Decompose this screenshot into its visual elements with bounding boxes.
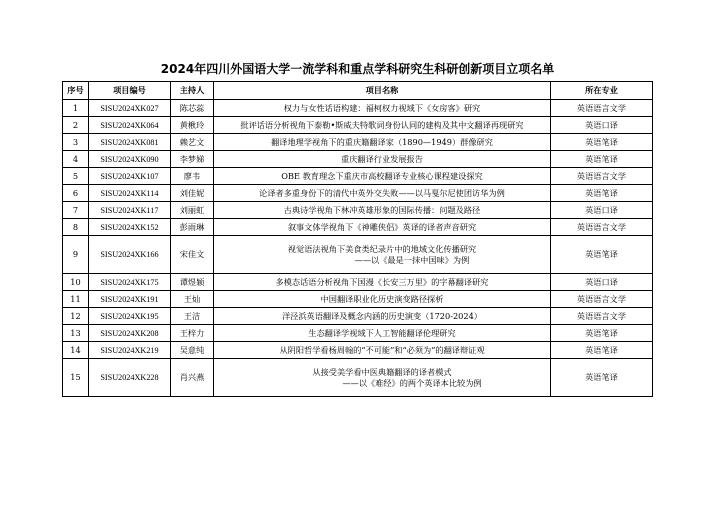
table-row <box>63 291 653 308</box>
name-cell: 从阴阳哲学看杨周翰的“不可能”和“必须为”的翻译辩证观 <box>214 342 551 359</box>
host-cell: 黄楸玲 <box>171 117 214 134</box>
name-cell: 权力与女性话语构建：福柯权力视域下《女房客》研究 <box>214 100 551 117</box>
name-cell: 生态翻译学视域下人工智能翻译伦理研究 <box>214 325 551 342</box>
code-cell: SISU2024XK090 <box>89 151 171 168</box>
table-row <box>63 100 653 117</box>
table-row <box>63 325 653 342</box>
seq-cell: 4 <box>63 151 89 168</box>
seq-cell: 9 <box>63 236 89 274</box>
header-major: 所在专业 <box>551 82 653 100</box>
seq-cell: 12 <box>63 308 89 325</box>
seq-cell: 8 <box>63 219 89 236</box>
name-line-1: 视觉语法视角下美食类纪录片中的地域文化传播研究 <box>287 243 477 254</box>
code-cell: SISU2024XK219 <box>89 342 171 359</box>
name-cell <box>214 359 551 397</box>
code-cell: SISU2024XK117 <box>89 202 171 219</box>
major-cell: 英语笔译 <box>551 151 653 168</box>
seq-cell: 13 <box>63 325 89 342</box>
header-code: 项目编号 <box>89 82 171 100</box>
host-cell: 赖艺文 <box>171 134 214 151</box>
table-row <box>63 308 653 325</box>
host-cell: 刘佳妮 <box>171 185 214 202</box>
seq-cell: 10 <box>63 274 89 291</box>
table-row <box>63 359 653 397</box>
host-cell: 王洁 <box>171 308 214 325</box>
major-cell: 英语语言文学 <box>551 308 653 325</box>
header-seq: 序号 <box>63 82 89 100</box>
code-cell: SISU2024XK228 <box>89 359 171 397</box>
name-cell: 重庆翻译行业发展报告 <box>214 151 551 168</box>
host-cell: 王灿 <box>171 291 214 308</box>
name-cell: 古典诗学视角下林冲英雄形象的国际传播：问题及路径 <box>214 202 551 219</box>
seq-cell: 6 <box>63 185 89 202</box>
page-title: 2024年四川外国语大学一流学科和重点学科研究生科研创新项目立项名单 <box>160 62 555 76</box>
major-cell: 英语口译 <box>551 202 653 219</box>
code-cell: SISU2024XK114 <box>89 185 171 202</box>
host-cell: 谭煜颖 <box>171 274 214 291</box>
name-cell: 多模态话语分析视角下国漫《长安三万里》的字幕翻译研究 <box>214 274 551 291</box>
table-row <box>63 151 653 168</box>
major-cell: 英语口译 <box>551 274 653 291</box>
seq-cell: 11 <box>63 291 89 308</box>
seq-cell: 2 <box>63 117 89 134</box>
host-cell: 陈芯蕊 <box>171 100 214 117</box>
seq-cell: 14 <box>63 342 89 359</box>
name-cell: 洋泾浜英语翻译及概念内涵的历史演变（1720-2024） <box>214 308 551 325</box>
major-cell: 英语笔译 <box>551 236 653 274</box>
host-cell: 肖兴燕 <box>171 359 214 397</box>
major-cell: 英语笔译 <box>551 325 653 342</box>
major-cell: 英语笔译 <box>551 185 653 202</box>
table-row <box>63 202 653 219</box>
host-cell: 吴意纯 <box>171 342 214 359</box>
seq-cell: 3 <box>63 134 89 151</box>
name-cell: 叙事文体学视角下《神雕侠侣》英译的译者声音研究 <box>214 219 551 236</box>
code-cell: SISU2024XK195 <box>89 308 171 325</box>
major-cell: 英语笔译 <box>551 359 653 397</box>
major-cell: 英语语言文学 <box>551 291 653 308</box>
name-line-1: 从接受美学看中医典籍翻译的译者模式 <box>312 366 452 377</box>
seq-cell: 15 <box>63 359 89 397</box>
host-cell: 宋佳文 <box>171 236 214 274</box>
seq-cell: 1 <box>63 100 89 117</box>
host-cell: 李梦娣 <box>171 151 214 168</box>
table-row <box>63 274 653 291</box>
project-list-table <box>62 81 653 397</box>
host-cell: 廖韦 <box>171 168 214 185</box>
host-cell: 刘丽虹 <box>171 202 214 219</box>
table-row <box>63 342 653 359</box>
major-cell: 英语笔译 <box>551 134 653 151</box>
major-cell: 英语语言文学 <box>551 168 653 185</box>
table-row <box>63 236 653 274</box>
code-cell: SISU2024XK152 <box>89 219 171 236</box>
header-name: 项目名称 <box>214 82 551 100</box>
seq-cell: 5 <box>63 168 89 185</box>
table-row <box>63 117 653 134</box>
code-cell: SISU2024XK107 <box>89 168 171 185</box>
code-cell: SISU2024XK027 <box>89 100 171 117</box>
table-header-row <box>63 82 653 100</box>
major-cell: 英语笔译 <box>551 342 653 359</box>
code-cell: SISU2024XK166 <box>89 236 171 274</box>
table-row <box>63 168 653 185</box>
code-cell: SISU2024XK064 <box>89 117 171 134</box>
header-host: 主持人 <box>171 82 214 100</box>
name-cell: 中国翻译职业化历史演变路径探析 <box>214 291 551 308</box>
host-cell: 彭雨琳 <box>171 219 214 236</box>
code-cell: SISU2024XK191 <box>89 291 171 308</box>
major-cell: 英语语言文学 <box>551 219 653 236</box>
name-cell: 批评话语分析视角下泰勒•斯威夫特歌词身份认同的建构及其中文翻译再现研究 <box>214 117 551 134</box>
major-cell: 英语口译 <box>551 117 653 134</box>
name-line-2: ——以《最是一抹中国味》为例 <box>354 254 470 265</box>
major-cell: 英语语言文学 <box>551 100 653 117</box>
name-cell <box>214 236 551 274</box>
host-cell: 王梓力 <box>171 325 214 342</box>
name-cell: OBE 教育理念下重庆市高校翻译专业核心课程建设探究 <box>214 168 551 185</box>
table-row <box>63 219 653 236</box>
code-cell: SISU2024XK208 <box>89 325 171 342</box>
name-line-2: ——以《难经》的两个英译本比较为例 <box>342 377 482 388</box>
name-cell: 翻译地理学视角下的重庆籍翻译家（1890—1949）群像研究 <box>214 134 551 151</box>
table-row <box>63 134 653 151</box>
table-row <box>63 185 653 202</box>
code-cell: SISU2024XK175 <box>89 274 171 291</box>
seq-cell: 7 <box>63 202 89 219</box>
code-cell: SISU2024XK081 <box>89 134 171 151</box>
name-cell: 论译者多重身份下的清代中英外交失败——以马戛尔尼使团访华为例 <box>214 185 551 202</box>
